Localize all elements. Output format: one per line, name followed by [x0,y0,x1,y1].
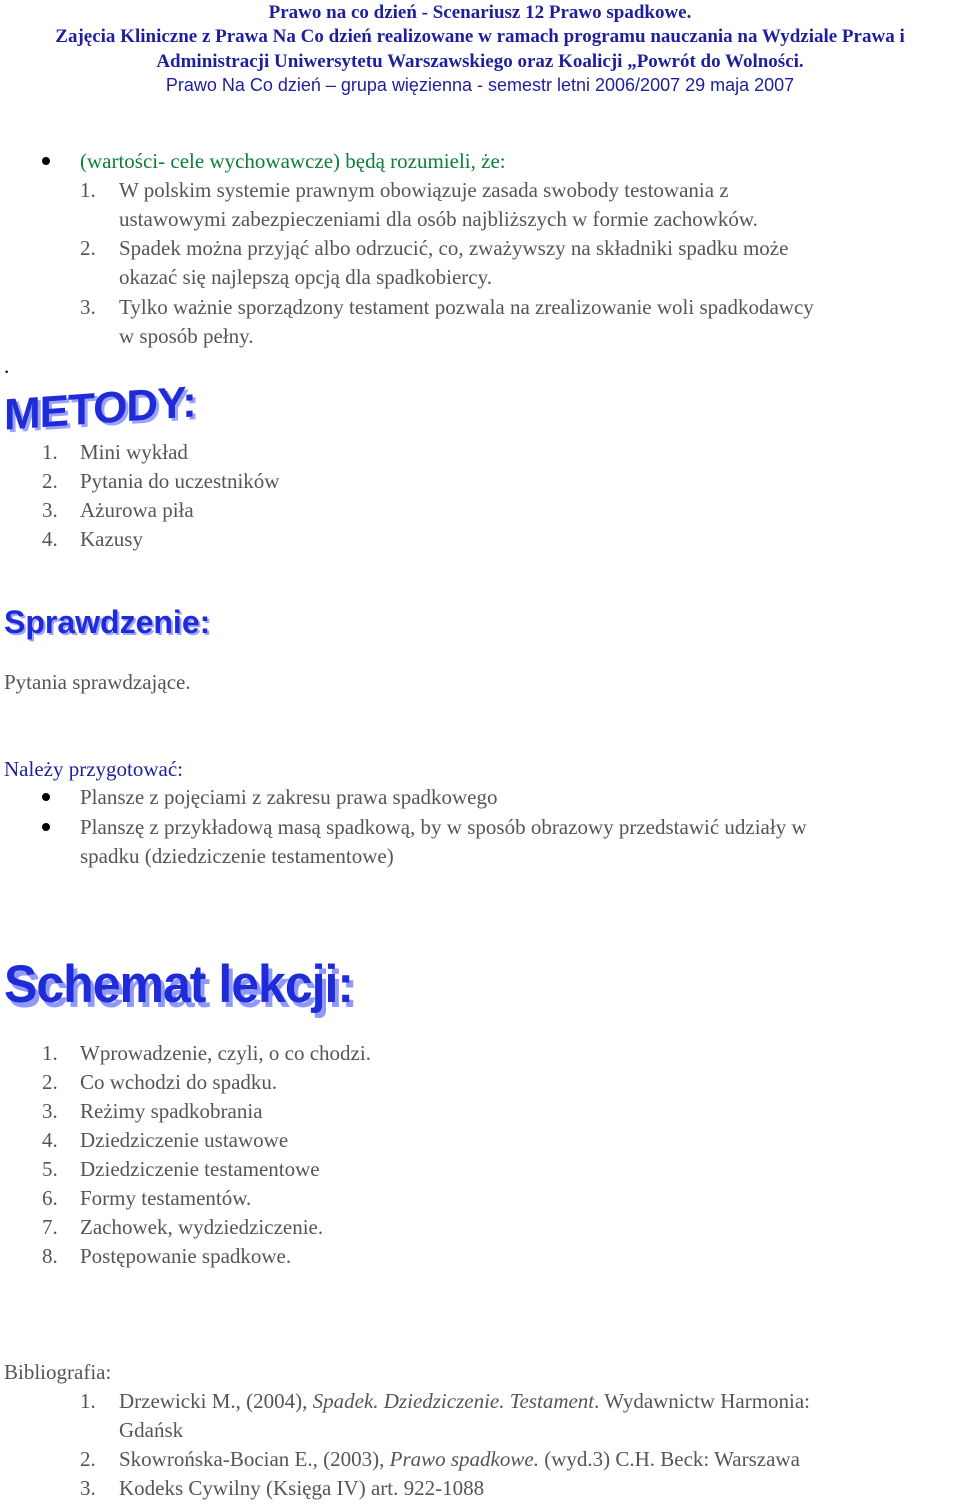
schema-item: Dziedziczenie testamentowe [80,1157,320,1181]
values-item-3-line-2: w sposób pełny. [119,324,254,348]
header-line-3: Administracji Uniwersytetu Warszawskiego oraz Koalicji „Powrót do Wolności. [156,51,804,72]
bib-title: Prawo spadkowe. [389,1447,539,1471]
methods-item: Ażurowa piła [80,498,194,522]
bib-publisher: . Wydawnictw Harmonia: [594,1389,811,1413]
schema-item: Zachowek, wydziedziczenie. [80,1215,324,1239]
prepare-item-2-line-2: spadku (dziedziczenie testamentowe) [80,844,394,868]
schema-item-num: 3. [42,1099,58,1123]
bib-title: Spadek. Dziedziczenie. Testament [312,1389,595,1413]
schema-item-num: 5. [42,1157,58,1181]
values-item-2-num: 2. [80,236,96,260]
methods-item-num: 3. [42,498,58,522]
check-text: Pytania sprawdzające. [4,670,191,694]
bib-author: Drzewicki M., (2004), [119,1389,313,1413]
schema-title: Schemat lekcji: [4,954,354,1014]
schema-item-num: 8. [42,1244,58,1268]
values-item-2-line-2: okazać się najlepszą opcją dla spadkobiercy. [119,265,492,289]
bib-publisher: (wyd.3) C.H. Beck: Warszawa [538,1447,800,1471]
bullet-icon [42,157,50,165]
schema-item: Dziedziczenie ustawowe [80,1128,289,1152]
bullet-icon [42,823,50,831]
schema-item-num: 2. [42,1070,58,1094]
values-heading: (wartości- cele wychowawcze) będą rozumieli, że: [80,149,506,173]
values-item-1-line-1: W polskim systemie prawnym obowiązuje zasada swobody testowania z [119,178,729,202]
methods-item-num: 4. [42,527,58,551]
values-item-3-num: 3. [80,295,96,319]
schema-item: Wprowadzenie, czyli, o co chodzi. [80,1041,371,1065]
prepare-heading: Należy przygotować: [4,757,184,781]
header-title: Prawo na co dzień - Scenariusz 12 Prawo spadkowe. [268,2,692,23]
stray-dot: . [4,354,10,378]
schema-item-num: 1. [42,1041,58,1065]
check-title: Sprawdzenie: [4,604,211,640]
prepare-item-1: Plansze z pojęciami z zakresu prawa spadkowego [80,785,498,809]
bib-item-3: Kodeks Cywilny (Księga IV) art. 922-1088 [119,1476,485,1500]
values-item-1-line-2: ustawowymi zabezpieczeniami dla osób najbliższych w formie zachowków. [119,207,758,231]
schema-item: Reżimy spadkobrania [80,1099,263,1123]
header-line-2: Zajęcia Kliniczne z Prawa Na Co dzień realizowane w ramach programu nauczania na Wydziale Prawa i [55,26,905,47]
methods-item-num: 1. [42,440,58,464]
schema-item: Co wchodzi do spadku. [80,1070,278,1094]
schema-item-num: 7. [42,1215,58,1239]
methods-item: Mini wykład [80,440,188,464]
bib-item-1 [119,1387,810,1416]
bib-item-num: 1. [80,1389,96,1413]
bibliography-heading: Bibliografia: [4,1360,112,1384]
methods-item: Kazusy [80,527,143,551]
bib-item-1-line-2: Gdańsk [119,1418,184,1442]
bullet-icon [42,793,50,801]
schema-item-num: 6. [42,1186,58,1210]
methods-item: Pytania do uczestników [80,469,280,493]
header-line-4: Prawo Na Co dzień – grupa więzienna - semestr letni 2006/2007 29 maja 2007 [165,75,795,95]
prepare-item-2-line-1: Planszę z przykładową masą spadkową, by w sposób obrazowy przedstawić udziały w [80,815,807,839]
bib-author: Skowrońska-Bocian E., (2003), [119,1447,390,1471]
methods-item-num: 2. [42,469,58,493]
values-item-3-line-1: Tylko ważnie sporządzony testament pozwala na zrealizowanie woli spadkodawcy [119,295,814,319]
bib-item-2 [119,1445,800,1474]
methods-title: METODY: [4,377,196,440]
schema-item: Formy testamentów. [80,1186,252,1210]
bib-item-num: 2. [80,1447,96,1471]
values-item-1-num: 1. [80,178,96,202]
schema-item: Postępowanie spadkowe. [80,1244,292,1268]
values-item-2-line-1: Spadek można przyjąć albo odrzucić, co, zważywszy na składniki spadku może [119,236,789,260]
schema-item-num: 4. [42,1128,58,1152]
bib-item-num: 3. [80,1476,96,1500]
